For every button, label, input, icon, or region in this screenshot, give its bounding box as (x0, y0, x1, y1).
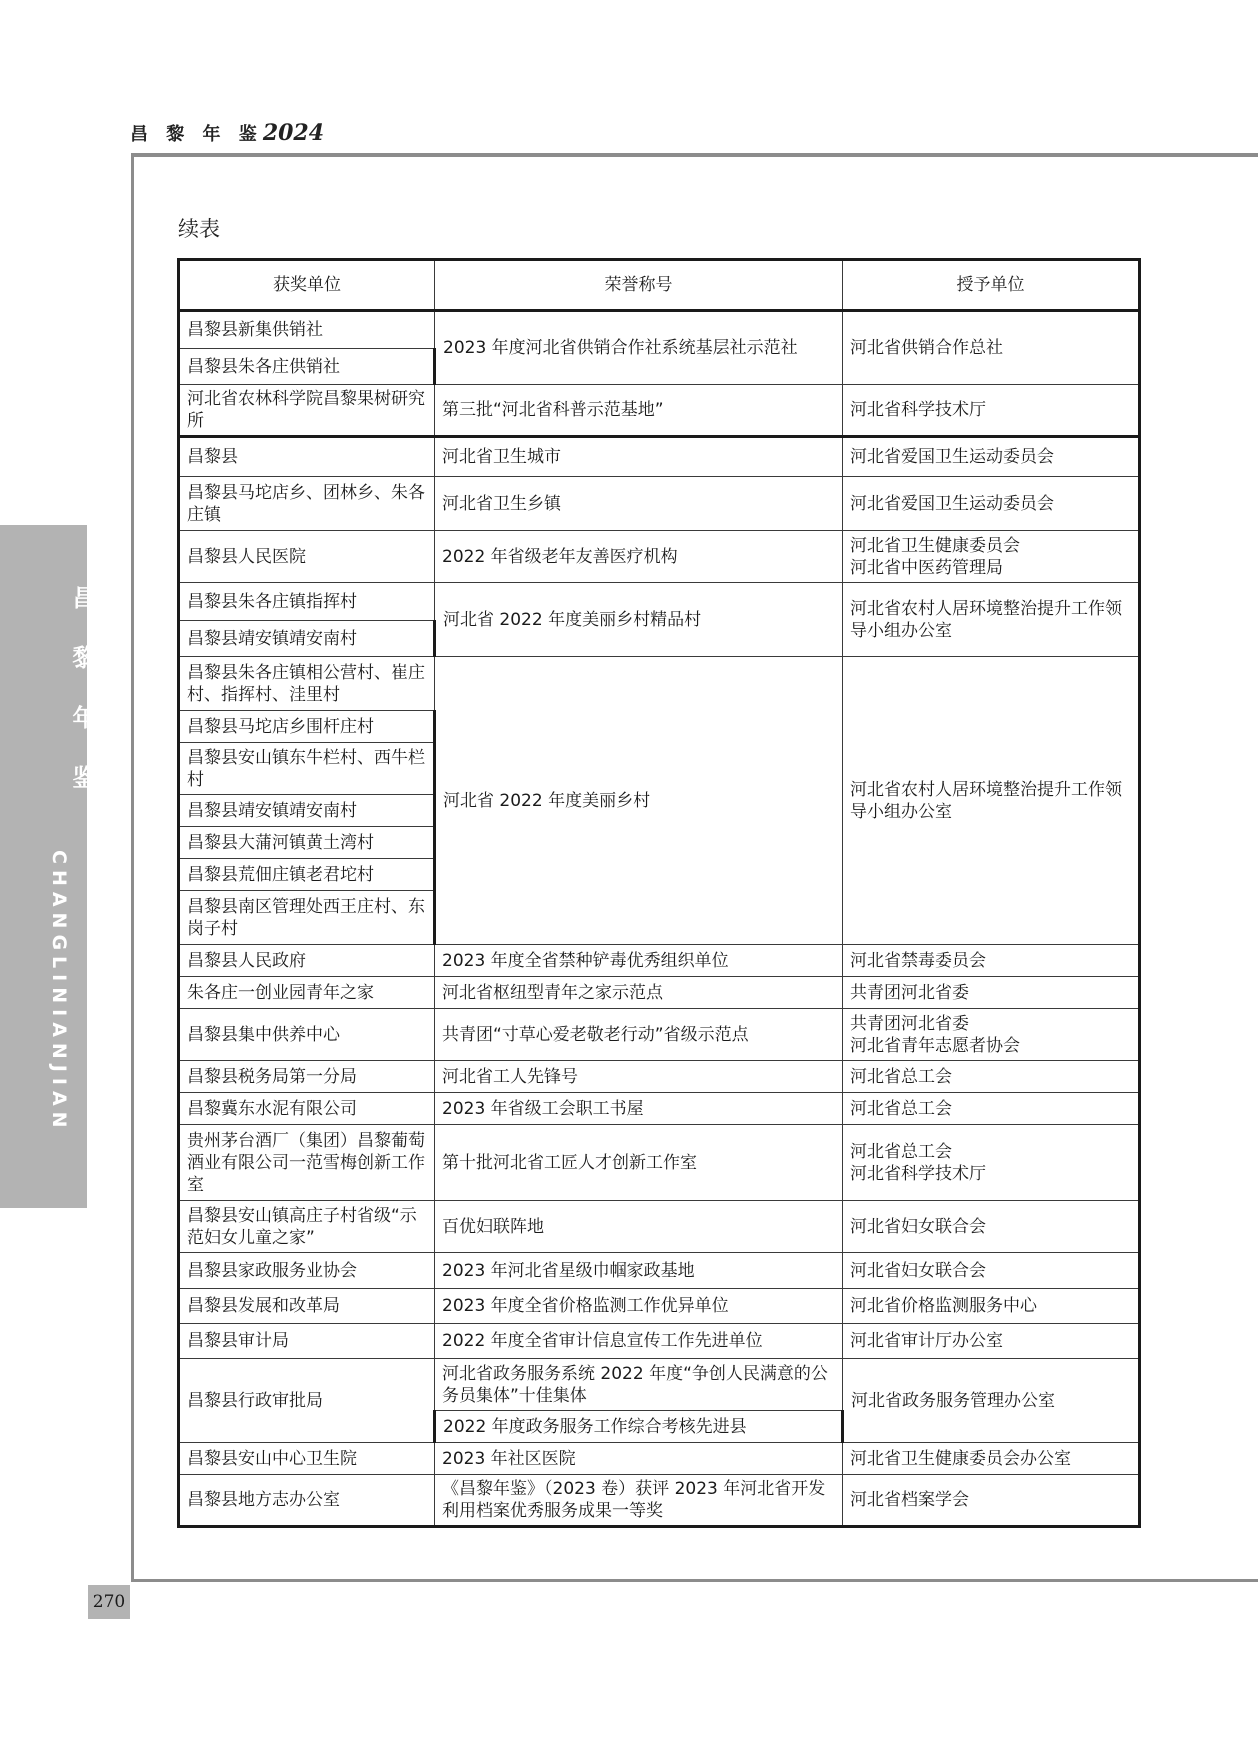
cell-honor: 河北省工人先锋号 (435, 1061, 843, 1093)
table-row (179, 1359, 1140, 1411)
frame-bottom-rule (131, 1579, 1258, 1582)
table-header-row (179, 260, 1140, 311)
cell-unit: 昌黎县朱各庄镇相公营村、崔庄村、指挥村、洼里村 (179, 657, 435, 711)
cell-unit: 昌黎县大蒲河镇黄土湾村 (179, 827, 435, 859)
table-row (179, 657, 1140, 711)
running-head-title: 昌 黎 年 鉴 (130, 124, 263, 145)
grantor-line: 河北省总工会 (850, 1141, 952, 1162)
cell-unit: 昌黎县靖安镇靖安南村 (179, 795, 435, 827)
table-row (179, 1201, 1140, 1253)
cell-unit: 昌黎县人民医院 (179, 531, 435, 583)
cell-honor: 第十批河北省工匠人才创新工作室 (435, 1125, 843, 1201)
running-head (130, 120, 324, 146)
cell-grantor: 河北省卫生健康委员会办公室 (843, 1443, 1140, 1475)
cell-unit: 昌黎县家政服务业协会 (179, 1253, 435, 1289)
cell-honor: 2023 年省级工会职工书屋 (435, 1093, 843, 1125)
table-row (179, 1125, 1140, 1201)
table-row (179, 583, 1140, 621)
grantor-line: 共青团河北省委 (850, 1013, 969, 1034)
cell-grantor: 河北省爱国卫生运动委员会 (843, 437, 1140, 477)
grantor-line: 河北省科学技术厅 (850, 1163, 986, 1184)
cell-honor: 2023 年度全省禁种铲毒优秀组织单位 (435, 945, 843, 977)
cell-grantor: 共青团河北省委 (843, 977, 1140, 1009)
table-row (179, 1289, 1140, 1324)
awards-table (177, 258, 1141, 1528)
cell-honor: 2022 年度政务服务工作综合考核先进县 (435, 1411, 843, 1443)
cell-honor: 2023 年社区医院 (435, 1443, 843, 1475)
table-row (179, 1324, 1140, 1359)
cell-honor: 2022 年省级老年友善医疗机构 (435, 531, 843, 583)
header-honor-title: 荣誉称号 (435, 260, 843, 311)
running-head-year: 2024 (262, 120, 325, 146)
cell-unit: 昌黎县 (179, 437, 435, 477)
cell-unit: 昌黎县新集供销社 (179, 311, 435, 349)
cell-grantor (843, 531, 1140, 583)
cell-honor: 河北省卫生城市 (435, 437, 843, 477)
cell-grantor: 河北省审计厅办公室 (843, 1324, 1140, 1359)
cell-unit: 昌黎县马坨店乡围杆庄村 (179, 711, 435, 743)
cell-unit: 昌黎县荒佃庄镇老君坨村 (179, 859, 435, 891)
cell-unit: 昌黎县朱各庄供销社 (179, 349, 435, 385)
cell-grantor: 河北省爱国卫生运动委员会 (843, 477, 1140, 531)
header-granting-unit: 授予单位 (843, 260, 1140, 311)
cell-honor: 《昌黎年鉴》（2023 卷）获评 2023 年河北省开发利用档案优秀服务成果一等奖 (435, 1475, 843, 1527)
cell-unit: 昌黎县安山中心卫生院 (179, 1443, 435, 1475)
table-row (179, 1061, 1140, 1093)
side-tab-chinese-title: 昌黎年鉴 (68, 585, 97, 825)
cell-unit: 昌黎县审计局 (179, 1324, 435, 1359)
frame-left-rule (131, 153, 134, 1581)
cell-unit: 昌黎县发展和改革局 (179, 1289, 435, 1324)
table-row (179, 1443, 1140, 1475)
cell-unit: 昌黎县朱各庄镇指挥村 (179, 583, 435, 621)
cell-grantor: 河北省禁毒委员会 (843, 945, 1140, 977)
cell-honor: 2023 年度全省价格监测工作优异单位 (435, 1289, 843, 1324)
table-row (179, 1475, 1140, 1527)
table-row (179, 385, 1140, 437)
continued-label: 续表 (178, 217, 220, 241)
table-row (179, 311, 1140, 349)
cell-grantor: 河北省妇女联合会 (843, 1253, 1140, 1289)
cell-unit: 昌黎县安山镇东牛栏村、西牛栏村 (179, 743, 435, 795)
cell-grantor: 河北省价格监测服务中心 (843, 1289, 1140, 1324)
cell-honor: 2023 年度河北省供销合作社系统基层社示范社 (435, 311, 843, 385)
grantor-line: 河北省青年志愿者协会 (850, 1035, 1020, 1056)
cell-unit: 昌黎县税务局第一分局 (179, 1061, 435, 1093)
cell-grantor: 河北省总工会 (843, 1061, 1140, 1093)
cell-unit: 贵州茅台酒厂（集团）昌黎葡萄酒业有限公司一范雪梅创新工作室 (179, 1125, 435, 1201)
cell-honor: 第三批“河北省科普示范基地” (435, 385, 843, 437)
cell-unit: 昌黎县人民政府 (179, 945, 435, 977)
cell-honor: 河北省政务服务系统 2022 年度“争创人民满意的公务员集体”十佳集体 (435, 1359, 843, 1411)
cell-grantor: 河北省总工会 (843, 1093, 1140, 1125)
cell-grantor: 河北省档案学会 (843, 1475, 1140, 1527)
table-row (179, 437, 1140, 477)
cell-honor: 河北省卫生乡镇 (435, 477, 843, 531)
cell-grantor: 河北省农村人居环境整治提升工作领导小组办公室 (843, 657, 1140, 945)
cell-honor: 共青团“寸草心爱老敬老行动”省级示范点 (435, 1009, 843, 1061)
cell-honor: 河北省枢纽型青年之家示范点 (435, 977, 843, 1009)
cell-unit: 昌黎冀东水泥有限公司 (179, 1093, 435, 1125)
cell-honor: 百优妇联阵地 (435, 1201, 843, 1253)
cell-grantor: 河北省农村人居环境整治提升工作领导小组办公室 (843, 583, 1140, 657)
grantor-line: 河北省卫生健康委员会 (850, 535, 1020, 556)
cell-honor: 河北省 2022 年度美丽乡村精品村 (435, 583, 843, 657)
table-row (179, 1093, 1140, 1125)
page-number: 270 (88, 1585, 130, 1619)
cell-unit: 昌黎县马坨店乡、团林乡、朱各庄镇 (179, 477, 435, 531)
cell-grantor: 河北省妇女联合会 (843, 1201, 1140, 1253)
cell-unit: 昌黎县集中供养中心 (179, 1009, 435, 1061)
cell-unit: 昌黎县地方志办公室 (179, 1475, 435, 1527)
table-row (179, 477, 1140, 531)
frame-top-rule (131, 153, 1258, 157)
cell-unit: 河北省农林科学院昌黎果树研究所 (179, 385, 435, 437)
cell-honor: 河北省 2022 年度美丽乡村 (435, 657, 843, 945)
cell-grantor: 河北省政务服务管理办公室 (843, 1359, 1140, 1443)
cell-honor: 2023 年河北省星级巾帼家政基地 (435, 1253, 843, 1289)
cell-honor: 2022 年度全省审计信息宣传工作先进单位 (435, 1324, 843, 1359)
cell-unit: 昌黎县南区管理处西王庄村、东岗子村 (179, 891, 435, 945)
table-row (179, 1009, 1140, 1061)
table-row (179, 977, 1140, 1009)
cell-grantor (843, 1125, 1140, 1201)
header-award-unit: 获奖单位 (179, 260, 435, 311)
cell-grantor: 河北省供销合作总社 (843, 311, 1140, 385)
grantor-line: 河北省中医药管理局 (850, 557, 1003, 578)
table-row (179, 1253, 1140, 1289)
side-tab-pinyin-title: CHANGLINIANJIAN (48, 850, 70, 1134)
cell-unit: 昌黎县靖安镇靖安南村 (179, 621, 435, 657)
cell-unit: 朱各庄一创业园青年之家 (179, 977, 435, 1009)
cell-grantor: 河北省科学技术厅 (843, 385, 1140, 437)
table-row (179, 945, 1140, 977)
cell-grantor (843, 1009, 1140, 1061)
table-row (179, 531, 1140, 583)
cell-unit: 昌黎县行政审批局 (179, 1359, 435, 1443)
cell-unit: 昌黎县安山镇高庄子村省级“示范妇女儿童之家” (179, 1201, 435, 1253)
